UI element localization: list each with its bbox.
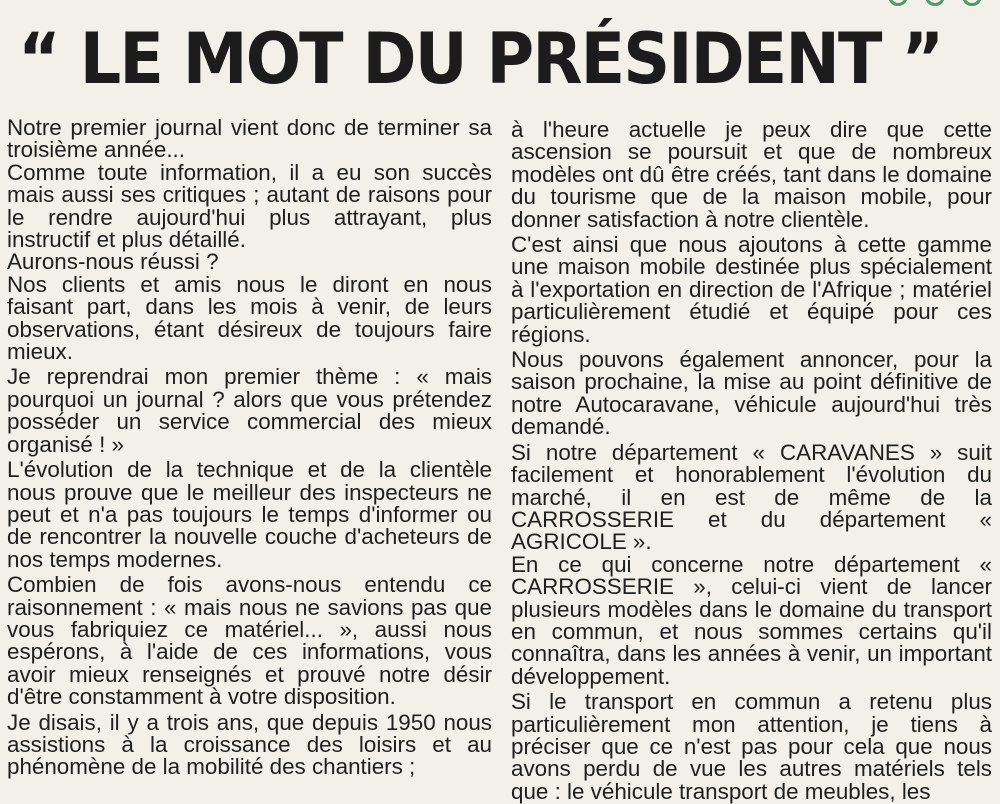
paragraph: à l'heure actuelle je peux dire que cette ascension se poursuit et que de nombreux modèles ont dû être créés, tant dans le domaine du tourisme que de la maison mobile, pour donner satisfaction à notre clientèle.: [511, 117, 992, 232]
paragraph: Si le transport en commun a retenu plus particulièrement mon attention, je tiens à préciser que ce n'est pas pour cela que nous avons perdu de vue les autres matériels tels que : le véhicule transport de meubles, les: [511, 689, 992, 804]
green-circle-icon: [888, 0, 908, 6]
right-column: [511, 119, 992, 803]
paragraph: L'évolution de la technique et de la clientèle nous prouve que le meilleur des inspecteurs ne peut et n'a pas toujours le temps d'informer ou de rencontrer la nouvelle couche d'acheteurs de nos temps modernes.: [7, 457, 492, 572]
paragraph: Combien de fois avons-nous entendu ce raisonnement : « mais nous ne savions pas que vous fabriquiez ce matériel... », aussi nous espérons, à l'aide de ces informations, vous avoir mieux renseignés et prouvé notre désir d'être constamment à votre disposition.: [7, 572, 492, 710]
green-circle-icon: [962, 0, 982, 6]
paragraph: En ce qui concerne notre département « CARROSSERIE », celui-ci vient de lancer plusieurs modèles dans le domaine du transport en commun, et nous sommes certains qu'il connaîtra, dans les années à venir, un important développement.: [511, 551, 992, 689]
paragraph: Je disais, il y a trois ans, que depuis 1950 nous assistions à la croissance des loisirs et au phénomène de la mobilité des chantiers ;: [7, 709, 492, 780]
paragraph: Aurons-nous réussi ?: [7, 249, 219, 275]
paragraph: Si notre département « CARAVANES » suit facilement et honorablement l'évolution du marché, il en est de même de la CARROSSERIE et du département « AGRICOLE ».: [511, 439, 992, 555]
paragraph: Comme toute information, il a eu son succès mais aussi ses critiques ; autant de raisons pour le rendre aujourd'hui plus attrayant, plus instructif et plus détaillé.: [7, 159, 492, 253]
paragraph: Notre premier journal vient donc de terminer sa troisième année...: [7, 115, 492, 163]
left-column: [7, 117, 492, 779]
paragraph: Nos clients et amis nous le diront en nous faisant part, dans les mois à venir, de leurs observations, étant désireux de toujours faire mieux.: [7, 271, 492, 365]
paragraph: Nous pouvons également annoncer, pour la saison prochaine, la mise au point définitive de notre Autocaravane, véhicule aujourd'hui très demandé.: [511, 347, 992, 440]
paragraph: C'est ainsi que nous ajoutons à cette gamme une maison mobile destinée plus spécialement à l'exportation en direction de l'Afrique ; matériel particulièrement étudié et équipé pour ces régions.: [511, 232, 992, 347]
green-circle-icon: [925, 0, 945, 6]
paragraph: Je reprendrai mon premier thème : « mais pourquoi un journal ? alors que vous prétendez posséder un service commercial des mieux organisé ! »: [7, 364, 492, 457]
article-title: “ LE MOT DU PRÉSIDENT ”: [18, 18, 943, 100]
